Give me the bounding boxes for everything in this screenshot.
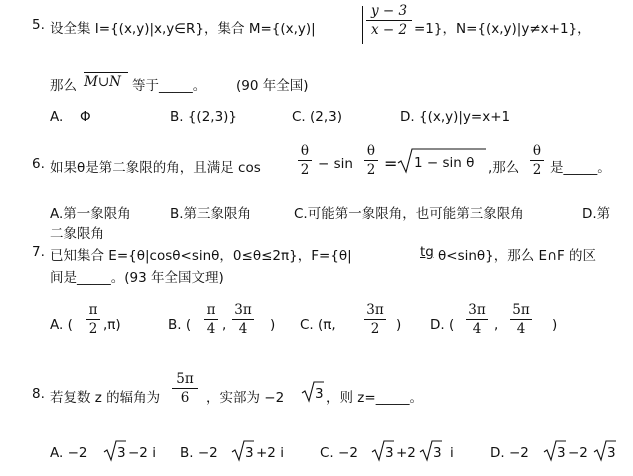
q5-stem-b: =1}，N={(x,y)|y≠x+1}， — [414, 21, 591, 37]
q8-frac-bar — [172, 388, 198, 389]
q6-fraction-1 — [298, 143, 312, 178]
q6-frac3-den: 2 — [532, 162, 542, 178]
q7-option-a-tail: ,π) — [103, 317, 121, 333]
q8-option-d-1: D. −2 — [490, 445, 529, 461]
q7-option-a-label: A. ( — [50, 317, 73, 333]
q8-option-c-3: i — [450, 445, 454, 461]
q8-c-radicand-2: 3 — [433, 445, 442, 461]
q5-option-b: B. {(2,3)} — [170, 109, 238, 125]
q6-option-d: D.第 — [582, 206, 611, 222]
q6-option-b: B.第三象限角 — [170, 206, 252, 222]
q6-stem-c: 是_____。 — [550, 160, 611, 176]
q8-option-b-2: +2 i — [256, 445, 284, 461]
q5-option-c: C. (2,3) — [292, 109, 343, 125]
q6-frac3-bar — [530, 160, 544, 161]
q6-frac2-num: θ — [366, 143, 376, 159]
q5-option-a-label: A. — [50, 109, 64, 125]
q8-stem-b: ，实部为 −2 — [206, 390, 285, 406]
q7-d-bar2 — [510, 319, 532, 320]
q6-frac1-bar — [298, 160, 312, 161]
q7-b-num1: π — [206, 302, 216, 318]
q5-line2-b: 等于_____。 — [132, 78, 207, 94]
q7-option-d-label: D. ( — [430, 317, 455, 333]
q8-option-c-2: +2 — [396, 445, 416, 461]
q7-option-d-frac-2 — [510, 302, 532, 337]
q7-option-c-frac — [364, 302, 386, 337]
q6-fraction-3 — [530, 143, 544, 178]
q7-option-b-label: B. ( — [168, 317, 192, 333]
q5-complement-bar — [84, 72, 128, 73]
q8-option-c-1: C. −2 — [320, 445, 358, 461]
q7-option-d-comma: , — [494, 317, 499, 333]
q8-option-b-sqrt — [232, 440, 254, 462]
q5-source: (90 年全国) — [236, 78, 309, 94]
q8-d-radicand-1: 3 — [557, 445, 566, 461]
q7-option-b-tail: ) — [270, 317, 276, 333]
q7-line2: 间是_____。(93 年全国文理) — [50, 270, 224, 286]
q8-radicand: 3 — [315, 386, 324, 402]
q7-number: 7. — [32, 244, 45, 260]
q6-frac3-num: θ — [532, 143, 542, 159]
q7-b-den1: 4 — [206, 321, 216, 337]
q8-option-a-2: −2 i — [128, 445, 156, 461]
q8-sqrt — [302, 381, 324, 403]
q6-frac1-num: θ — [300, 143, 310, 159]
q5-line2-a: 那么 — [50, 78, 77, 94]
q8-d-radicand-2: 3 — [607, 445, 616, 461]
q6-option-a: A.第一象限角 — [50, 206, 131, 222]
q6-option-c: C.可能第一象限角，也可能第三象限角 — [294, 206, 524, 222]
q6-sqrt — [398, 148, 486, 174]
q7-option-b-frac-1 — [204, 302, 218, 337]
q7-option-b-comma: , — [222, 317, 227, 333]
q5-number: 5. — [32, 17, 45, 33]
q8-option-c-sqrt-1 — [372, 440, 394, 462]
q7-b-num2: 3π — [234, 302, 252, 318]
q7-option-a-frac — [86, 302, 100, 337]
q8-frac-num: 5π — [176, 371, 194, 387]
q6-radicand: 1 − sin θ — [414, 155, 475, 171]
q7-a-num: π — [88, 302, 98, 318]
q6-number: 6. — [32, 156, 45, 172]
q8-c-radicand-1: 3 — [385, 445, 394, 461]
q5-abs-bar — [362, 6, 363, 44]
q7-option-c-label: C. (π, — [300, 317, 336, 333]
q5-frac-bar — [366, 20, 412, 21]
q6-minus-sin: − sin — [318, 156, 353, 172]
q7-b-den2: 4 — [238, 321, 248, 337]
q6-stem: 如果θ是第二象限的角，且满足 cos — [50, 160, 261, 176]
q6-stem-b: ,那么 — [488, 160, 520, 176]
q5-fraction — [366, 3, 412, 38]
q7-c-bar — [364, 319, 386, 320]
q5-stem: 设全集 I={(x,y)|x,y∈R}，集合 M={(x,y)| — [50, 21, 316, 37]
q6-frac2-den: 2 — [366, 162, 376, 178]
q7-c-num: 3π — [366, 302, 384, 318]
q8-number: 8. — [32, 386, 45, 402]
q7-b-bar2 — [232, 319, 254, 320]
q8-option-d-sqrt-2 — [594, 440, 616, 462]
q7-option-b-frac-2 — [232, 302, 254, 337]
q7-stem-b: θ<sinθ}，那么 E∩F 的区 — [438, 248, 597, 264]
q8-option-b-1: B. −2 — [180, 445, 218, 461]
q6-frac1-den: 2 — [300, 162, 310, 178]
q8-b-radicand: 3 — [245, 445, 254, 461]
q8-stem-c: ，则 z=_____。 — [326, 390, 423, 406]
q6-fraction-2 — [364, 143, 378, 178]
q7-stem: 已知集合 E={θ|cosθ<sinθ，0≤θ≤2π}，F={θ| — [50, 248, 352, 264]
q7-b-bar1 — [204, 319, 218, 320]
q8-option-c-sqrt-2 — [420, 440, 442, 462]
q7-c-den: 2 — [370, 321, 380, 337]
q7-d-den1: 4 — [472, 321, 482, 337]
q8-option-d-2: −2 — [568, 445, 588, 461]
q8-a-radicand: 3 — [117, 445, 126, 461]
q5-frac-num: y − 3 — [370, 3, 408, 19]
q7-option-d-frac-1 — [466, 302, 488, 337]
q8-fraction — [172, 371, 198, 406]
q6-equals: = — [384, 154, 398, 173]
q8-stem: 若复数 z 的辐角为 — [50, 390, 161, 406]
q7-tg: tg — [420, 244, 434, 260]
q8-option-d-sqrt-1 — [544, 440, 566, 462]
q6-option-d-cont: 二象限角 — [50, 226, 104, 242]
q8-option-a-sqrt — [104, 440, 126, 462]
q7-d-num2: 5π — [512, 302, 530, 318]
q7-d-den2: 4 — [516, 321, 526, 337]
q7-a-bar — [86, 319, 100, 320]
q5-frac-den: x − 2 — [370, 22, 408, 38]
q7-d-num1: 3π — [468, 302, 486, 318]
q6-frac2-bar — [364, 160, 378, 161]
q8-option-a-1: A. −2 — [50, 445, 88, 461]
q8-frac-den: 6 — [180, 390, 190, 406]
q5-option-a-value: Φ — [80, 109, 91, 125]
q7-option-d-tail: ) — [552, 317, 558, 333]
q7-a-den: 2 — [88, 321, 98, 337]
q7-option-c-tail: ) — [396, 317, 402, 333]
q7-d-bar1 — [466, 319, 488, 320]
q5-option-d: D. {(x,y)|y=x+1 — [400, 109, 511, 125]
q5-line2-expr: M∪N — [84, 74, 121, 90]
